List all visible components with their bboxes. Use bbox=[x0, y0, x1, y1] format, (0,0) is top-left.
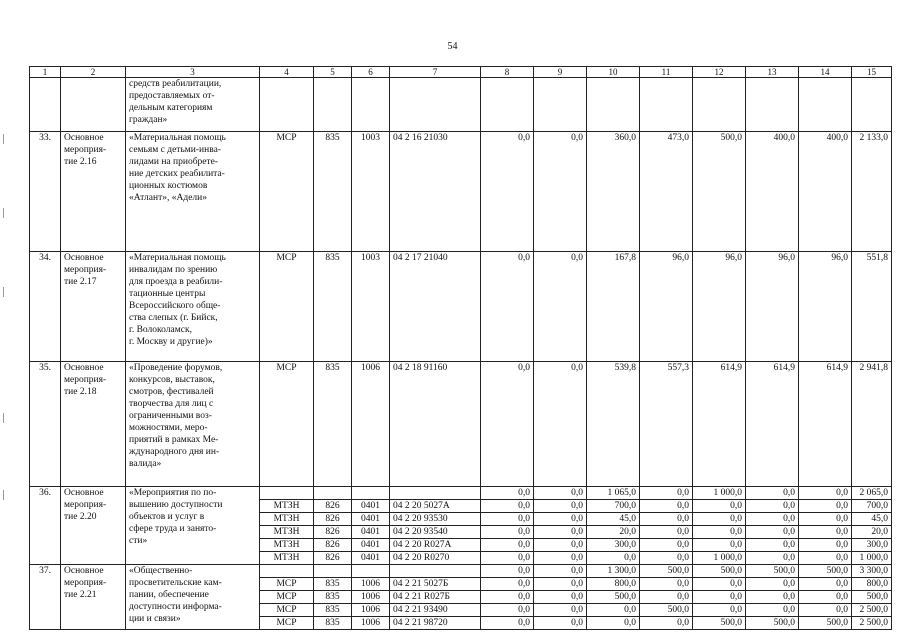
margin-mark bbox=[3, 208, 4, 218]
value-cell: 0,0 bbox=[799, 487, 852, 500]
value-cell: 0,0 bbox=[693, 526, 746, 539]
value-cell: 0401 bbox=[352, 500, 390, 513]
budget-code-cell: 04 2 20 93530 bbox=[390, 513, 481, 526]
value-cell: 0,0 bbox=[481, 539, 534, 552]
empty-cell bbox=[640, 78, 693, 132]
measure-name: Основное мероприя- тие 2.17 bbox=[61, 252, 126, 362]
measure-row bbox=[30, 565, 892, 578]
value-cell: 96,0 bbox=[746, 252, 799, 362]
measure-number: 33. bbox=[30, 132, 61, 252]
value-cell: 0,0 bbox=[481, 362, 534, 487]
value-cell: 0,0 bbox=[587, 617, 640, 630]
value-cell: 0,0 bbox=[746, 526, 799, 539]
value-cell: 0,0 bbox=[746, 500, 799, 513]
header-cell: 13 bbox=[746, 67, 799, 78]
header-cell: 10 bbox=[587, 67, 640, 78]
value-cell bbox=[314, 565, 352, 578]
value-cell: 3 300,0 bbox=[852, 565, 892, 578]
value-cell: 1003 bbox=[352, 132, 390, 252]
value-cell: 167,8 bbox=[587, 252, 640, 362]
value-cell: 557,3 bbox=[640, 362, 693, 487]
budget-code-cell: 04 2 21 98720 bbox=[390, 617, 481, 630]
value-cell: 500,0 bbox=[640, 604, 693, 617]
value-cell: 0,0 bbox=[693, 578, 746, 591]
value-cell: 0,0 bbox=[534, 132, 587, 252]
value-cell: 96,0 bbox=[693, 252, 746, 362]
value-cell: 0,0 bbox=[799, 500, 852, 513]
value-cell: 0,0 bbox=[746, 578, 799, 591]
value-cell: 0,0 bbox=[534, 539, 587, 552]
header-cell: 8 bbox=[481, 67, 534, 78]
executor-cell: МТЗН bbox=[260, 539, 314, 552]
margin-mark bbox=[3, 134, 4, 144]
value-cell: 0,0 bbox=[746, 513, 799, 526]
page-number: 54 bbox=[447, 41, 458, 52]
value-cell: 826 bbox=[314, 552, 352, 565]
value-cell: 500,0 bbox=[799, 617, 852, 630]
value-cell: 500,0 bbox=[693, 132, 746, 252]
value-cell: 500,0 bbox=[693, 565, 746, 578]
value-cell: 0,0 bbox=[799, 578, 852, 591]
value-cell: 0,0 bbox=[534, 552, 587, 565]
value-cell bbox=[314, 487, 352, 500]
value-cell: 0,0 bbox=[534, 617, 587, 630]
value-cell: 0,0 bbox=[534, 578, 587, 591]
header-cell: 9 bbox=[534, 67, 587, 78]
value-cell: 826 bbox=[314, 526, 352, 539]
executor-cell: МСР bbox=[260, 252, 314, 362]
empty-cell bbox=[587, 78, 640, 132]
value-cell: 1 000,0 bbox=[852, 552, 892, 565]
value-cell: 1 300,0 bbox=[587, 565, 640, 578]
budget-code-cell: 04 2 20 5027А bbox=[390, 500, 481, 513]
value-cell: 0401 bbox=[352, 539, 390, 552]
value-cell: 0,0 bbox=[746, 604, 799, 617]
budget-code-cell: 04 2 18 91160 bbox=[390, 362, 481, 487]
measure-name: Основное мероприя- тие 2.20 bbox=[61, 487, 126, 565]
budget-code-cell: 04 2 20 93540 bbox=[390, 526, 481, 539]
header-cell: 1 bbox=[30, 67, 61, 78]
executor-cell: МТЗН bbox=[260, 500, 314, 513]
measure-description: «Мероприятия по по- вышению доступности объектов и услуг в сфере труда и занято- сти» bbox=[126, 487, 260, 565]
margin-mark bbox=[3, 490, 4, 500]
value-cell: 0,0 bbox=[799, 526, 852, 539]
value-cell: 0,0 bbox=[640, 552, 693, 565]
value-cell: 0,0 bbox=[534, 591, 587, 604]
value-cell: 0,0 bbox=[587, 552, 640, 565]
value-cell: 300,0 bbox=[587, 539, 640, 552]
value-cell: 0,0 bbox=[534, 362, 587, 487]
measure-name: Основное мероприя- тие 2.18 bbox=[61, 362, 126, 487]
empty-cell bbox=[481, 78, 534, 132]
value-cell: 0,0 bbox=[746, 487, 799, 500]
value-cell: 0,0 bbox=[799, 604, 852, 617]
header-cell: 14 bbox=[799, 67, 852, 78]
header-cell: 15 bbox=[852, 67, 892, 78]
value-cell: 2 500,0 bbox=[852, 617, 892, 630]
empty-cell bbox=[390, 78, 481, 132]
value-cell: 0,0 bbox=[481, 617, 534, 630]
header-cell: 4 bbox=[260, 67, 314, 78]
value-cell: 0,0 bbox=[799, 552, 852, 565]
value-cell: 0,0 bbox=[693, 539, 746, 552]
value-cell: 45,0 bbox=[587, 513, 640, 526]
value-cell: 500,0 bbox=[640, 565, 693, 578]
value-cell: 0,0 bbox=[693, 604, 746, 617]
value-cell: 0401 bbox=[352, 552, 390, 565]
measure-description: «Материальная помощь инвалидам по зрению для проезда в реабили- тационные центры Всероссийского обще- ства слепых (г. Бийск, г. Волоколамск, г. Москву и другие)» bbox=[126, 252, 260, 362]
margin-mark bbox=[3, 413, 4, 423]
value-cell: 835 bbox=[314, 252, 352, 362]
value-cell: 1006 bbox=[352, 617, 390, 630]
value-cell: 0,0 bbox=[799, 591, 852, 604]
value-cell: 0,0 bbox=[534, 513, 587, 526]
measure-description: «Общественно- просветительские кам- пании, обеспечение доступности информа- ции и связи» bbox=[126, 565, 260, 630]
measure-number: 37. bbox=[30, 565, 61, 630]
value-cell: 0,0 bbox=[534, 252, 587, 362]
measure-description: «Материальная помощь семьям с детьми-инва- лидами на приобрете- ние детских реабилита- ционных костюмов «Атлант», «Адели» bbox=[126, 132, 260, 252]
margin-mark bbox=[3, 287, 4, 297]
value-cell: 1003 bbox=[352, 252, 390, 362]
empty-cell bbox=[693, 78, 746, 132]
executor-cell: МСР bbox=[260, 617, 314, 630]
value-cell: 0,0 bbox=[481, 552, 534, 565]
executor-cell: МСР bbox=[260, 604, 314, 617]
value-cell: 614,9 bbox=[693, 362, 746, 487]
executor-cell: МСР bbox=[260, 578, 314, 591]
value-cell: 1006 bbox=[352, 362, 390, 487]
value-cell: 400,0 bbox=[746, 132, 799, 252]
value-cell: 0,0 bbox=[481, 526, 534, 539]
value-cell: 0,0 bbox=[481, 132, 534, 252]
value-cell: 360,0 bbox=[587, 132, 640, 252]
value-cell: 0,0 bbox=[799, 539, 852, 552]
value-cell: 2 500,0 bbox=[852, 604, 892, 617]
empty-cell bbox=[534, 78, 587, 132]
empty-cell bbox=[61, 78, 126, 132]
value-cell: 1006 bbox=[352, 591, 390, 604]
continuation-row bbox=[30, 78, 892, 132]
value-cell: 2 065,0 bbox=[852, 487, 892, 500]
executor-cell bbox=[260, 487, 314, 500]
measure-number: 35. bbox=[30, 362, 61, 487]
empty-cell bbox=[799, 78, 852, 132]
value-cell: 0,0 bbox=[693, 500, 746, 513]
measure-row bbox=[30, 252, 892, 362]
measure-row bbox=[30, 132, 892, 252]
budget-code-cell bbox=[390, 487, 481, 500]
value-cell: 0,0 bbox=[693, 513, 746, 526]
empty-cell bbox=[746, 78, 799, 132]
value-cell: 0,0 bbox=[746, 552, 799, 565]
budget-code-cell: 04 2 17 21040 bbox=[390, 252, 481, 362]
budget-code-cell bbox=[390, 565, 481, 578]
header-cell: 7 bbox=[390, 67, 481, 78]
value-cell: 0,0 bbox=[640, 526, 693, 539]
value-cell: 835 bbox=[314, 617, 352, 630]
value-cell: 0,0 bbox=[481, 591, 534, 604]
value-cell: 2 941,8 bbox=[852, 362, 892, 487]
value-cell: 539,8 bbox=[587, 362, 640, 487]
value-cell bbox=[352, 565, 390, 578]
value-cell: 0,0 bbox=[587, 604, 640, 617]
value-cell: 1006 bbox=[352, 578, 390, 591]
value-cell: 0,0 bbox=[640, 578, 693, 591]
value-cell: 0,0 bbox=[746, 539, 799, 552]
value-cell: 20,0 bbox=[852, 526, 892, 539]
value-cell: 826 bbox=[314, 513, 352, 526]
value-cell: 826 bbox=[314, 539, 352, 552]
header-cell: 2 bbox=[61, 67, 126, 78]
value-cell: 835 bbox=[314, 362, 352, 487]
value-cell: 800,0 bbox=[587, 578, 640, 591]
value-cell: 835 bbox=[314, 591, 352, 604]
header-cell: 11 bbox=[640, 67, 693, 78]
value-cell: 473,0 bbox=[640, 132, 693, 252]
value-cell: 500,0 bbox=[852, 591, 892, 604]
value-cell: 0,0 bbox=[640, 591, 693, 604]
budget-code-cell: 04 2 20 R0270 bbox=[390, 552, 481, 565]
value-cell: 0,0 bbox=[799, 513, 852, 526]
value-cell: 0,0 bbox=[640, 500, 693, 513]
executor-cell: МТЗН bbox=[260, 513, 314, 526]
continuation-description: средств реабилитации, предоставляемых от- дельным категориям граждан» bbox=[126, 78, 260, 132]
empty-cell bbox=[352, 78, 390, 132]
value-cell: 1 000,0 bbox=[693, 487, 746, 500]
value-cell: 700,0 bbox=[587, 500, 640, 513]
value-cell: 96,0 bbox=[640, 252, 693, 362]
empty-cell bbox=[852, 78, 892, 132]
header-row bbox=[30, 67, 892, 78]
value-cell bbox=[352, 487, 390, 500]
value-cell: 0,0 bbox=[481, 578, 534, 591]
header-cell: 12 bbox=[693, 67, 746, 78]
value-cell: 0,0 bbox=[534, 565, 587, 578]
value-cell: 500,0 bbox=[799, 565, 852, 578]
value-cell: 835 bbox=[314, 132, 352, 252]
value-cell: 614,9 bbox=[746, 362, 799, 487]
value-cell: 826 bbox=[314, 500, 352, 513]
value-cell: 500,0 bbox=[746, 617, 799, 630]
budget-code-cell: 04 2 16 21030 bbox=[390, 132, 481, 252]
value-cell: 0,0 bbox=[640, 487, 693, 500]
value-cell: 400,0 bbox=[799, 132, 852, 252]
value-cell: 0,0 bbox=[534, 526, 587, 539]
empty-cell bbox=[260, 78, 314, 132]
measure-number: 34. bbox=[30, 252, 61, 362]
value-cell: 500,0 bbox=[693, 617, 746, 630]
value-cell: 500,0 bbox=[587, 591, 640, 604]
measure-name: Основное мероприя- тие 2.21 bbox=[61, 565, 126, 630]
budget-code-cell: 04 2 21 5027Б bbox=[390, 578, 481, 591]
value-cell: 0,0 bbox=[693, 591, 746, 604]
value-cell: 0,0 bbox=[534, 604, 587, 617]
value-cell: 835 bbox=[314, 604, 352, 617]
value-cell: 45,0 bbox=[852, 513, 892, 526]
empty-cell bbox=[30, 78, 61, 132]
value-cell: 0,0 bbox=[481, 252, 534, 362]
header-cell: 3 bbox=[126, 67, 260, 78]
value-cell: 0,0 bbox=[534, 500, 587, 513]
value-cell: 800,0 bbox=[852, 578, 892, 591]
budget-code-cell: 04 2 20 R027А bbox=[390, 539, 481, 552]
header-cell: 5 bbox=[314, 67, 352, 78]
value-cell: 0,0 bbox=[481, 604, 534, 617]
measure-row bbox=[30, 487, 892, 500]
value-cell: 0,0 bbox=[481, 487, 534, 500]
budget-code-cell: 04 2 21 93490 bbox=[390, 604, 481, 617]
value-cell: 2 133,0 bbox=[852, 132, 892, 252]
value-cell: 1 065,0 bbox=[587, 487, 640, 500]
value-cell: 0,0 bbox=[481, 565, 534, 578]
value-cell: 0,0 bbox=[640, 539, 693, 552]
value-cell: 835 bbox=[314, 578, 352, 591]
measure-name: Основное мероприя- тие 2.16 bbox=[61, 132, 126, 252]
executor-cell: МСР bbox=[260, 591, 314, 604]
executor-cell: МСР bbox=[260, 132, 314, 252]
value-cell: 0,0 bbox=[481, 500, 534, 513]
executor-cell: МТЗН bbox=[260, 552, 314, 565]
value-cell: 700,0 bbox=[852, 500, 892, 513]
value-cell: 0,0 bbox=[746, 591, 799, 604]
value-cell: 0401 bbox=[352, 513, 390, 526]
measure-row bbox=[30, 362, 892, 487]
value-cell: 0,0 bbox=[534, 487, 587, 500]
value-cell: 551,8 bbox=[852, 252, 892, 362]
executor-cell: МСР bbox=[260, 362, 314, 487]
empty-cell bbox=[314, 78, 352, 132]
value-cell: 0,0 bbox=[481, 513, 534, 526]
value-cell: 0,0 bbox=[640, 513, 693, 526]
value-cell: 20,0 bbox=[587, 526, 640, 539]
value-cell: 96,0 bbox=[799, 252, 852, 362]
value-cell: 0401 bbox=[352, 526, 390, 539]
executor-cell bbox=[260, 565, 314, 578]
header-cell: 6 bbox=[352, 67, 390, 78]
measure-description: «Проведение форумов, конкурсов, выставок, смотров, фестивалей творчества для лиц с ограниченными воз- можностями, меро- приятий в рамках Ме- ждународного дня ин- валида» bbox=[126, 362, 260, 487]
budget-table bbox=[29, 66, 892, 630]
value-cell: 300,0 bbox=[852, 539, 892, 552]
measure-number: 36. bbox=[30, 487, 61, 565]
value-cell: 1 000,0 bbox=[693, 552, 746, 565]
executor-cell: МТЗН bbox=[260, 526, 314, 539]
value-cell: 614,9 bbox=[799, 362, 852, 487]
value-cell: 1006 bbox=[352, 604, 390, 617]
budget-code-cell: 04 2 21 R027Б bbox=[390, 591, 481, 604]
value-cell: 0,0 bbox=[640, 617, 693, 630]
value-cell: 500,0 bbox=[746, 565, 799, 578]
